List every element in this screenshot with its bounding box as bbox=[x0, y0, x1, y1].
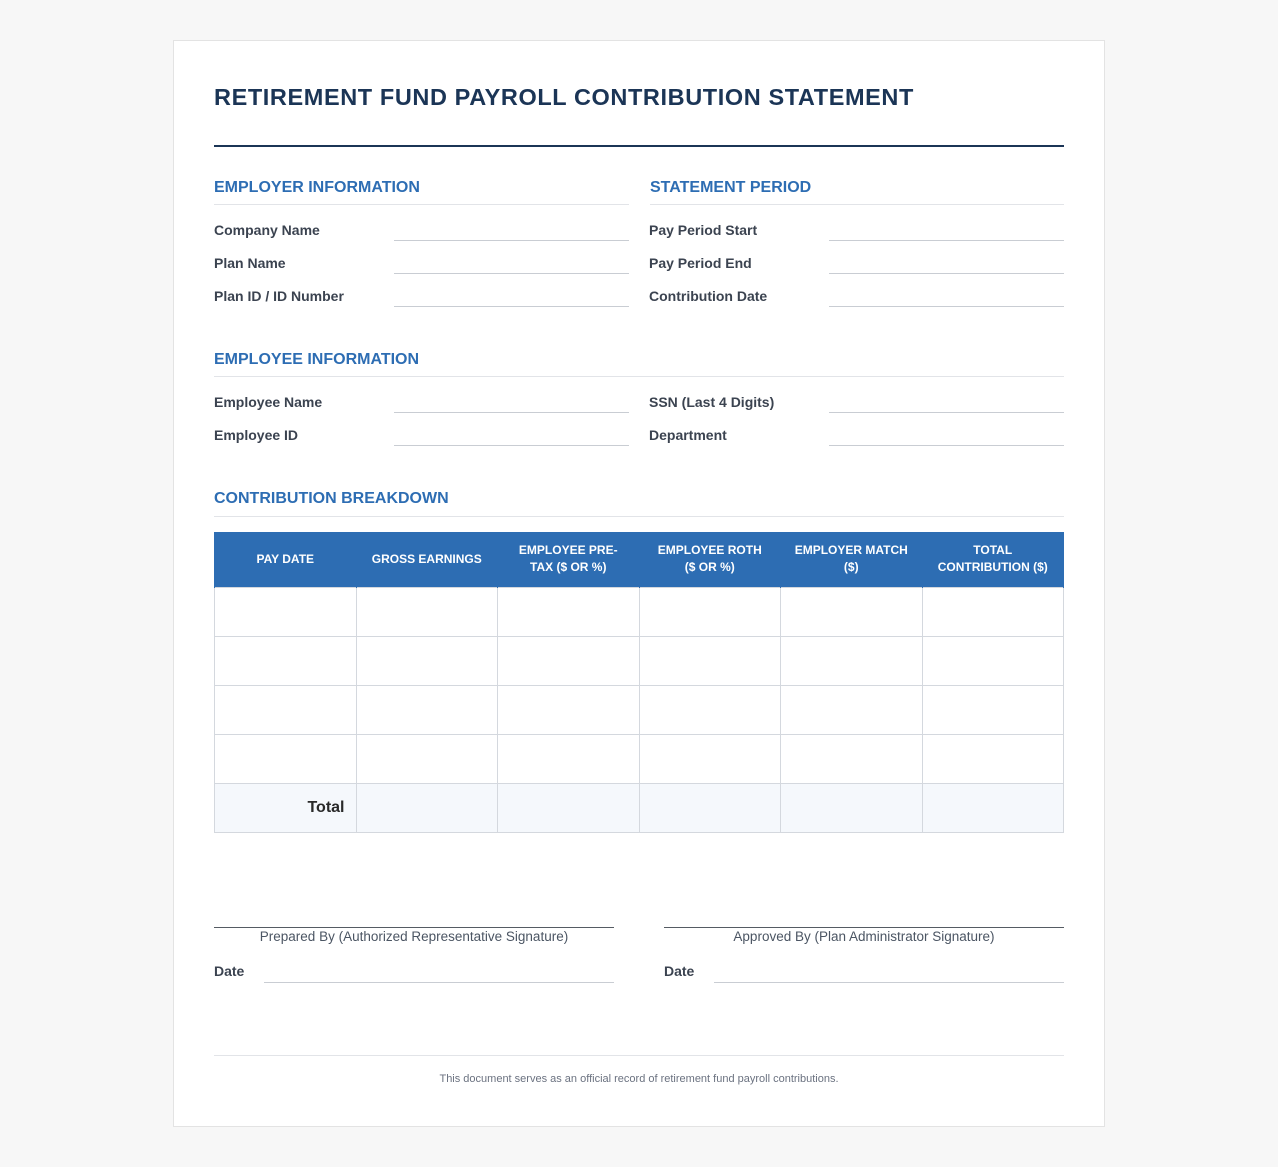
department-label: Department bbox=[649, 427, 727, 443]
table-cell[interactable] bbox=[922, 636, 1064, 685]
table-row bbox=[215, 587, 1064, 636]
department-field[interactable] bbox=[829, 445, 1064, 446]
pay-period-start-label: Pay Period Start bbox=[649, 222, 758, 238]
contribution-table bbox=[214, 532, 1064, 833]
table-cell[interactable] bbox=[639, 636, 781, 685]
table-cell[interactable] bbox=[639, 685, 781, 734]
table-total-row bbox=[215, 783, 1064, 832]
table-cell[interactable] bbox=[498, 587, 640, 636]
pay-period-end-field[interactable] bbox=[829, 273, 1064, 274]
total-cell[interactable] bbox=[356, 783, 498, 832]
employee-name-label: Employee Name bbox=[214, 394, 323, 410]
footer-divider bbox=[214, 1055, 1064, 1056]
employee-name-field[interactable] bbox=[394, 412, 629, 413]
statement-page bbox=[173, 40, 1105, 1127]
table-cell[interactable] bbox=[781, 734, 923, 783]
approved-by-caption: Approved By (Plan Administrator Signature) bbox=[733, 929, 995, 944]
table-cell[interactable] bbox=[356, 587, 498, 636]
table-row bbox=[215, 636, 1064, 685]
total-cell[interactable] bbox=[781, 783, 923, 832]
prepared-date-label: Date bbox=[214, 963, 245, 979]
footer-note: This document serves as an official record of retirement fund payroll contributions. bbox=[439, 1073, 839, 1085]
column-header-gross-earnings: GROSS EARNINGS bbox=[356, 532, 498, 587]
company-name-label: Company Name bbox=[214, 222, 320, 238]
pay-period-start-field[interactable] bbox=[829, 240, 1064, 241]
table-cell[interactable] bbox=[498, 685, 640, 734]
table-cell[interactable] bbox=[356, 734, 498, 783]
company-name-field[interactable] bbox=[394, 240, 629, 241]
prepared-by-signature-line[interactable] bbox=[214, 927, 614, 928]
approved-by-signature-line[interactable] bbox=[664, 927, 1064, 928]
table-cell[interactable] bbox=[498, 734, 640, 783]
document-title: RETIREMENT FUND PAYROLL CONTRIBUTION STATEMENT bbox=[214, 84, 914, 110]
column-header-total-contribution: TOTAL CONTRIBUTION ($) bbox=[922, 532, 1064, 587]
table-row bbox=[215, 685, 1064, 734]
table-cell[interactable] bbox=[781, 685, 923, 734]
approved-date-label: Date bbox=[664, 963, 695, 979]
table-cell[interactable] bbox=[215, 685, 357, 734]
table-cell[interactable] bbox=[356, 636, 498, 685]
table-cell[interactable] bbox=[922, 734, 1064, 783]
plan-name-field[interactable] bbox=[394, 273, 629, 274]
statement-period-heading: STATEMENT PERIOD bbox=[650, 179, 812, 196]
contribution-breakdown-heading: CONTRIBUTION BREAKDOWN bbox=[214, 490, 449, 507]
contribution-breakdown-divider bbox=[214, 516, 1064, 517]
table-cell[interactable] bbox=[781, 587, 923, 636]
table-cell[interactable] bbox=[922, 685, 1064, 734]
table-cell[interactable] bbox=[781, 636, 923, 685]
plan-id-field[interactable] bbox=[394, 306, 629, 307]
column-header-pay-date: PAY DATE bbox=[215, 532, 357, 587]
column-header-employee-pretax: EMPLOYEE PRE-TAX ($ OR %) bbox=[498, 532, 640, 587]
statement-period-divider bbox=[650, 204, 1064, 205]
total-cell[interactable] bbox=[639, 783, 781, 832]
ssn-field[interactable] bbox=[829, 412, 1064, 413]
table-cell[interactable] bbox=[215, 587, 357, 636]
pay-period-end-label: Pay Period End bbox=[649, 255, 752, 271]
total-cell[interactable] bbox=[922, 783, 1064, 832]
table-cell[interactable] bbox=[498, 636, 640, 685]
table-cell[interactable] bbox=[356, 685, 498, 734]
employee-id-label: Employee ID bbox=[214, 427, 299, 443]
contribution-date-field[interactable] bbox=[829, 306, 1064, 307]
employee-id-field[interactable] bbox=[394, 445, 629, 446]
employer-info-heading: EMPLOYER INFORMATION bbox=[214, 179, 420, 196]
table-cell[interactable] bbox=[639, 734, 781, 783]
contribution-date-label: Contribution Date bbox=[649, 288, 768, 304]
column-header-employer-match: EMPLOYER MATCH ($) bbox=[781, 532, 923, 587]
table-header-row bbox=[215, 532, 1064, 587]
plan-id-label: Plan ID / ID Number bbox=[214, 288, 344, 304]
total-cell[interactable] bbox=[498, 783, 640, 832]
title-divider bbox=[214, 145, 1064, 147]
employee-info-divider bbox=[214, 376, 1064, 377]
table-cell[interactable] bbox=[215, 734, 357, 783]
plan-name-label: Plan Name bbox=[214, 255, 286, 271]
prepared-date-field[interactable] bbox=[264, 982, 614, 983]
employee-info-heading: EMPLOYEE INFORMATION bbox=[214, 351, 420, 368]
table-cell[interactable] bbox=[215, 636, 357, 685]
employer-info-divider bbox=[214, 204, 629, 205]
column-header-employee-roth: EMPLOYEE ROTH ($ OR %) bbox=[639, 532, 781, 587]
table-row bbox=[215, 734, 1064, 783]
approved-date-field[interactable] bbox=[714, 982, 1064, 983]
prepared-by-caption: Prepared By (Authorized Representative Signature) bbox=[259, 929, 569, 944]
table-cell[interactable] bbox=[639, 587, 781, 636]
table-cell[interactable] bbox=[922, 587, 1064, 636]
total-label: Total bbox=[215, 783, 357, 832]
ssn-label: SSN (Last 4 Digits) bbox=[649, 394, 775, 410]
